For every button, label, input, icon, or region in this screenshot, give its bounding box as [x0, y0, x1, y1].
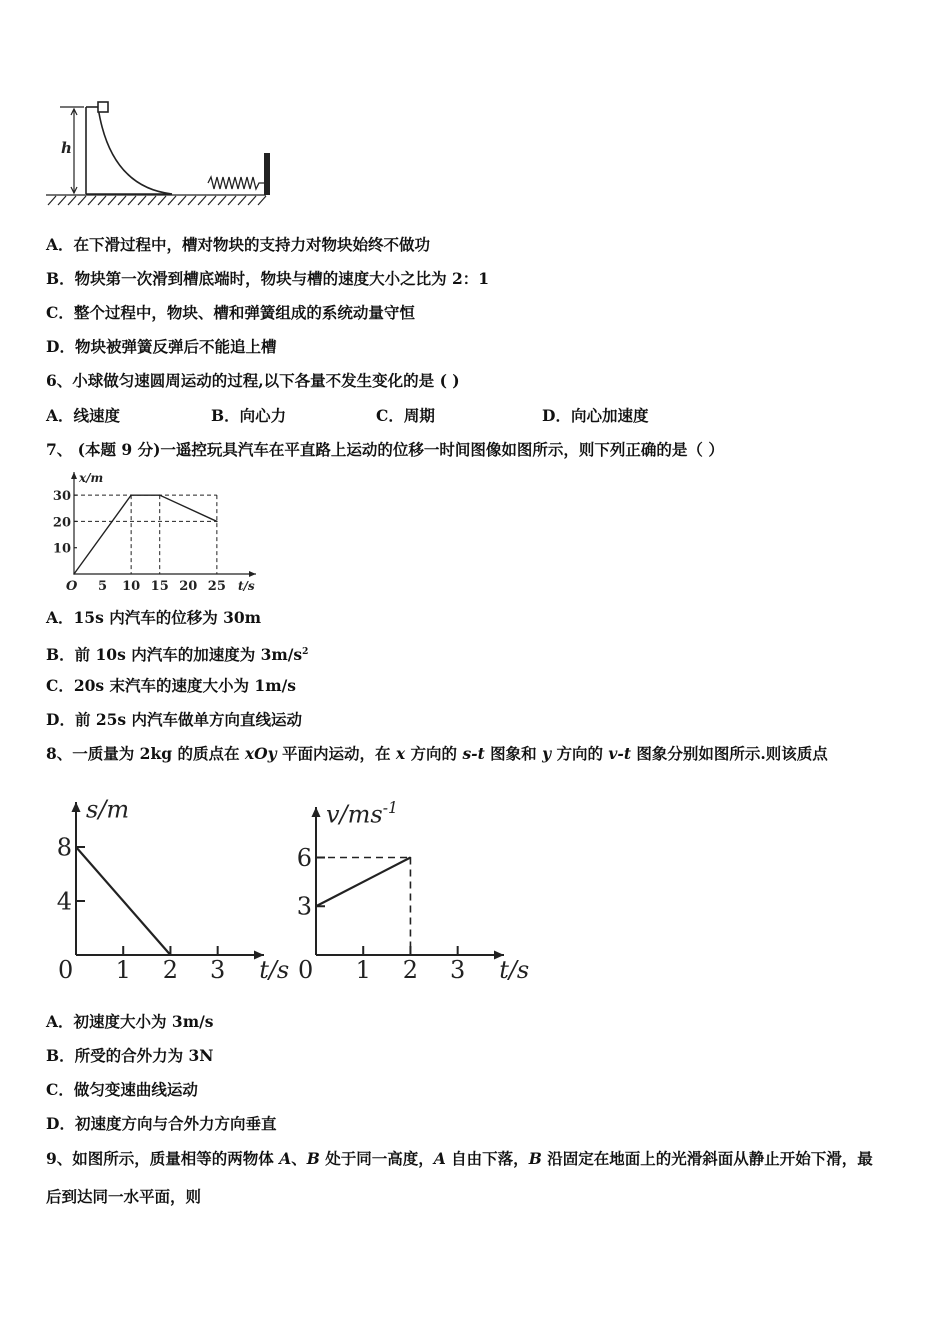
q7-x-tick-label: 20	[179, 579, 198, 594]
q7-y-axis-label: x/m	[79, 471, 104, 485]
q8-st-x-tick-label: 2	[162, 955, 179, 984]
q7-series-line	[74, 495, 217, 574]
q8-st-x-axis-label: t/s	[259, 955, 290, 984]
q5-option-d: D．物块被弹簧反弹后不能追上槽	[46, 337, 277, 356]
q7-option-b-text: B．前 10s 内汽车的加速度为 3m/s	[46, 645, 303, 665]
q7-x-axis-label: t/s	[238, 579, 255, 593]
q8-option-a: A．初速度大小为 3m/s	[46, 1012, 214, 1031]
q8-vt-y-arrow	[311, 807, 320, 817]
q8-vt-y-axis-label-sup: -1	[382, 799, 398, 817]
q7-option-d: D．前 25s 内汽车做单方向直线运动	[46, 710, 303, 729]
q6-option-a: A．线速度	[46, 406, 121, 425]
q8-vt-series-line	[316, 858, 410, 907]
q7-option-b	[46, 641, 308, 666]
q8-st-y-tick-label: 8	[56, 833, 72, 862]
q7-data-point	[159, 494, 161, 496]
q8-st-chart	[46, 780, 290, 990]
q5-option-a: A．在下滑过程中，槽对物块的支持力对物块始终不做功	[46, 235, 431, 254]
q7-option-a: A．15s 内汽车的位移为 30m	[46, 608, 262, 627]
q7-stem: 7、 (本题 9 分)一遥控玩具汽车在平直路上运动的位移一时间图像如图所示，则下列正确的是（ ）	[46, 440, 724, 459]
q8-vt-x-tick-label: 3	[450, 955, 466, 984]
q8-vt-x-tick-label: 1	[355, 955, 371, 984]
q8-st-y-tick-label: 4	[56, 887, 72, 916]
q6-option-b: B．向心力	[211, 406, 287, 425]
q8-st-data-point	[170, 954, 172, 956]
q7-x-tick-label: 10	[122, 579, 141, 594]
wall	[264, 153, 270, 195]
block	[98, 102, 108, 112]
q8-vt-data-point	[315, 905, 317, 907]
q8-vt-y-axis-label: $v/ms^{-1}$	[326, 799, 398, 829]
q7-option-c: C．20s 末汽车的速度大小为 1m/s	[46, 676, 296, 695]
q7-y-tick-label: 20	[52, 515, 71, 531]
q8-st-data-point	[75, 846, 77, 848]
q8-vt-data-point	[410, 857, 412, 859]
q8-st-origin-label: 0	[58, 955, 74, 984]
q8-option-b: B．所受的合外力为 3N	[46, 1046, 214, 1065]
q7-x-tick-label: 15	[150, 579, 169, 594]
q7-origin-label: O	[66, 579, 78, 594]
q8-stem: 8、一质量为 2kg 的质点在 xOy 平面内运动，在 x 方向的 s-t 图象和 y 方向的 v-t 图象分别如图所示.则该质点	[46, 744, 828, 763]
q7-y-arrow	[71, 472, 77, 479]
q7-option-b-sup: 2	[302, 647, 309, 657]
q9-stem-line1: 9、如图所示，质量相等的两物体 A、B 处于同一高度，A 自由下落，B 沿固定在地面上的光滑斜面从静止开始下滑，最	[46, 1149, 873, 1168]
q7-x-tick-label: 25	[207, 579, 226, 594]
q8-st-y-arrow	[71, 802, 80, 812]
q7-x-arrow	[249, 571, 256, 577]
q5-trough-spring-figure	[44, 95, 284, 215]
q8-option-d: D．初速度方向与合外力方向垂直	[46, 1114, 277, 1133]
q9-stem-line2: 后到达同一水平面，则	[46, 1187, 202, 1206]
q8-st-x-tick-label: 1	[115, 955, 131, 984]
trough	[86, 107, 172, 194]
q7-y-tick-label: 30	[52, 489, 71, 505]
spring	[208, 177, 264, 189]
q8-option-c: C．做匀变速曲线运动	[46, 1080, 198, 1099]
q8-vt-origin-label: 0	[298, 955, 314, 984]
q8-st-series-line	[76, 847, 170, 955]
q5-option-b: B．物块第一次滑到槽底端时，物块与槽的速度大小之比为 2：1	[46, 269, 490, 288]
q8-vt-x-axis-label: t/s	[499, 955, 530, 984]
q7-y-tick-label: 10	[52, 541, 71, 557]
q8-st-x-tick-label: 3	[210, 955, 226, 984]
q8-vt-chart	[286, 780, 530, 990]
q6-option-c: C．周期	[376, 406, 435, 425]
q7-data-point	[216, 521, 218, 523]
q7-x-tick-label: 5	[98, 579, 108, 594]
q7-data-point	[73, 573, 75, 575]
ground-hatching	[46, 195, 266, 205]
q5-option-c: C．整个过程中，物块、槽和弹簧组成的系统动量守恒	[46, 303, 415, 322]
q7-xt-chart	[46, 466, 261, 596]
q8-st-y-axis-label: s/m	[86, 795, 130, 824]
q8-vt-y-tick-label: 3	[296, 892, 312, 921]
q8-vt-y-tick-label: 6	[296, 843, 312, 872]
q6-stem: 6、小球做匀速圆周运动的过程,以下各量不发生变化的是 ( )	[46, 371, 460, 390]
height-label: h	[61, 139, 72, 157]
q7-data-point	[130, 494, 132, 496]
q8-vt-x-tick-label: 2	[402, 955, 419, 984]
q6-option-d: D．向心加速度	[542, 406, 649, 425]
